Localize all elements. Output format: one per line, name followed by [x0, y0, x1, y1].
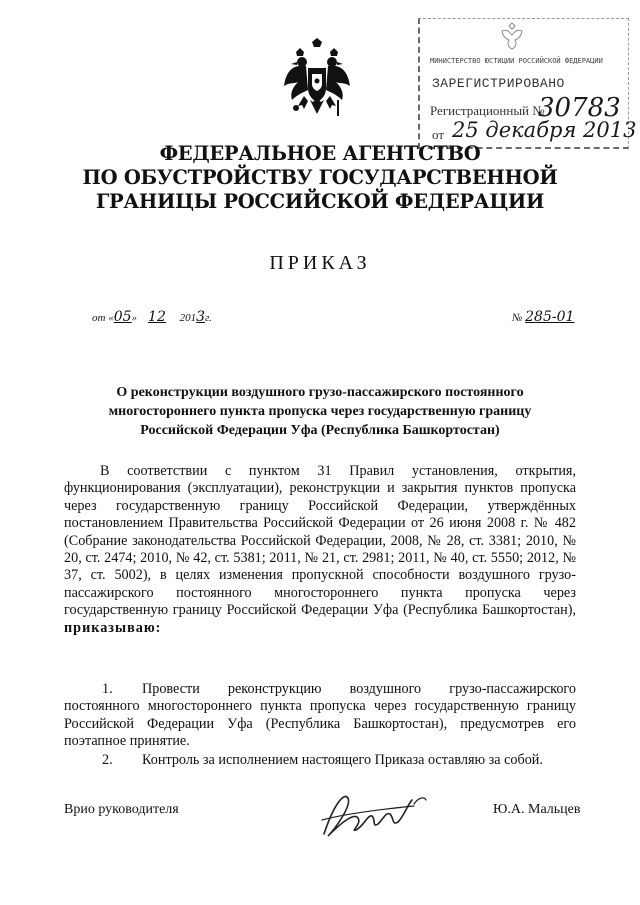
- signer-name: Ю.А. Мальцев: [493, 802, 581, 817]
- order-item: [64, 681, 576, 751]
- agency-heading: [60, 142, 580, 214]
- order-item: [64, 752, 576, 769]
- double-headed-eagle-emblem: [282, 38, 352, 122]
- signer-role: Врио руководителя: [64, 802, 179, 817]
- order-date-year-suffix: г.: [205, 312, 212, 324]
- stamp-registration-number: 30783: [538, 93, 621, 123]
- agency-line-2: ПО ОБУСТРОЙСТВУ ГОСУДАРСТВЕННОЙ: [82, 166, 558, 189]
- order-date-year-digit: 3: [196, 309, 206, 325]
- subject-line-2: многостороннего пункта пропуска через государственную границу: [108, 404, 532, 419]
- item-text: Провести реконструкцию воздушного грузо-пассажирского постоянного многостороннего пункта пропуска через государственную границу Российской Федерации Уфа (Республика Башкортостан), предусмотрев его поэтапное принятие.: [64, 681, 576, 750]
- stamp-ministry-text: МИНИСТЕРСТВО ЮСТИЦИИ РОССИЙСКОЙ ФЕДЕРАЦИИ: [430, 57, 603, 65]
- registration-stamp: [418, 18, 637, 149]
- order-date-year-prefix: 201: [179, 312, 197, 324]
- subject-line-3: Российской Федерации Уфа (Республика Башкортостан): [140, 423, 500, 438]
- item-text: Контроль за исполнением настоящего Приказа оставляю за собой.: [142, 752, 543, 768]
- stamp-emblem-icon: [498, 21, 526, 51]
- handwritten-signature: [314, 784, 434, 844]
- order-date-day: 05: [113, 309, 132, 325]
- order-number-prefix: №: [512, 312, 523, 324]
- order-date: [92, 309, 212, 325]
- subject-line-1: О реконструкции воздушного грузо-пассажирского постоянного: [116, 385, 524, 400]
- agency-line-1: ФЕДЕРАЛЬНОЕ АГЕНТСТВО: [159, 142, 481, 165]
- order-subject: [60, 383, 580, 440]
- command-word: приказываю:: [64, 619, 162, 636]
- order-date-prefix: от «: [92, 312, 114, 324]
- agency-line-3: ГРАНИЦЫ РОССИЙСКОЙ ФЕДЕРАЦИИ: [95, 190, 545, 213]
- stamp-date-value: 25 декабря 2013: [452, 118, 637, 142]
- order-number: [512, 309, 574, 325]
- item-number: 1.: [102, 681, 113, 697]
- preamble-text: В соответствии с пунктом 31 Правил установления, открытия, функционирования (эксплуатации), реконструкции и закрытия пунктов пропуска через государственную границу Российской Федерации, утверждённых постановлением Правительства Российской Федерации от 26 июня 2008 г. № 482 (Собрание законодательства Российской Федерации, 2008, № 28, ст. 3381; 2010, № 20, ст. 2474; 2010, № 42, ст. 5381; 2011, № 21, ст. 2981; 2011, № 40, ст. 5550; 2012, № 37, ст. 5002), в целях изменения пропускной способности воздушного грузо-пассажирского постоянного многостороннего пункта пропуска через государственную границу Российской Федерации Уфа (Республика Башкортостан),: [64, 463, 576, 619]
- stamp-registration-label: Регистрационный №: [430, 103, 545, 118]
- order-date-month: 12: [148, 309, 166, 325]
- order-date-mid: »: [131, 312, 138, 324]
- item-number: 2.: [102, 752, 113, 768]
- order-number-value: 285-01: [525, 309, 575, 325]
- preamble-paragraph: [64, 463, 576, 637]
- stamp-registered-text: ЗАРЕГИСТРИРОВАНО: [432, 76, 565, 91]
- order-title: ПРИКАЗ: [269, 252, 371, 274]
- stamp-date-label: от: [432, 127, 445, 142]
